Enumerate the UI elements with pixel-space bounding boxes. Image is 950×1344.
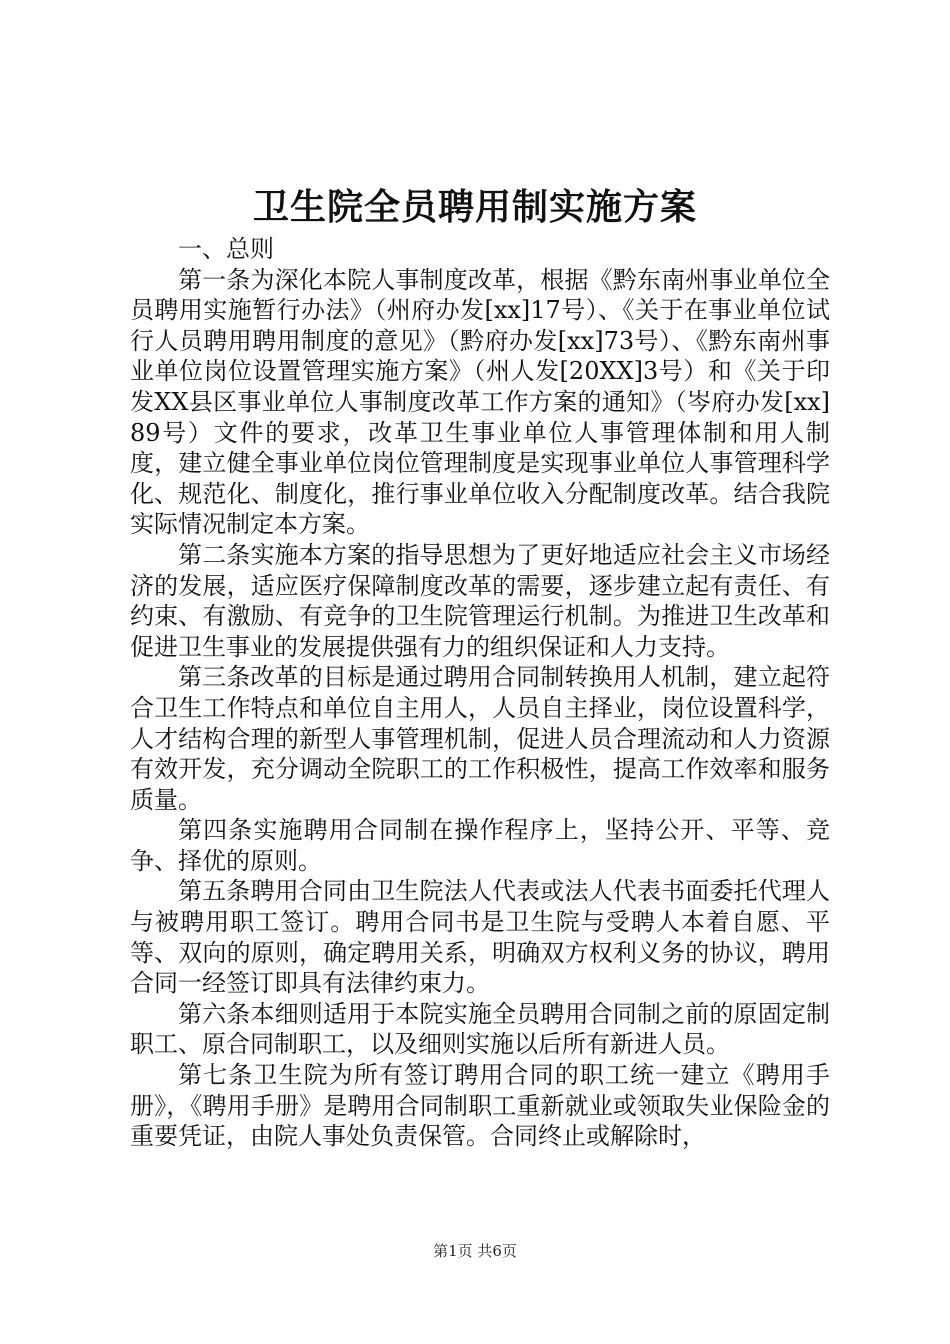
document-body — [130, 234, 830, 1152]
article-4-paragraph: 第四条实施聘用合同制在操作程序上，坚持公开、平等、竞争、择优的原则。 — [130, 816, 830, 875]
article-6-paragraph: 第六条本细则适用于本院实施全员聘用合同制之前的原固定制职工、原合同制职工，以及细则实施以后所有新进人员。 — [130, 999, 830, 1059]
article-3-paragraph: 第三条改革的目标是通过聘用合同制转换用人机制，建立起符合卫生工作特点和单位自主用人，人员自主择业，岗位设置科学，人才结构合理的新型人事管理机制，促进人员合理流动和人力资源有效开发，充分调动全院职工的工作积极性，提高工作效率和服务质量。 — [130, 663, 830, 814]
article-2-paragraph: 第二条实施本方案的指导思想为了更好地适应社会主义市场经济的发展，适应医疗保障制度改革的需要，逐步建立起有责任、有约束、有激励、有竞争的卫生院管理运行机制。为推进卫生改革和促进卫生事业的发展提供强有力的组织保证和人力支持。 — [130, 540, 830, 661]
article-5-paragraph: 第五条聘用合同由卫生院法人代表或法人代表书面委托代理人与被聘用职工签订。聘用合同书是卫生院与受聘人本着自愿、平等、双向的原则，确定聘用关系，明确双方权利义务的协议，聘用合同一经签订即具有法律约束力。 — [130, 877, 830, 998]
article-7-paragraph: 第七条卫生院为所有签订聘用合同的职工统一建立《聘用手册》，《聘用手册》是聘用合同制职工重新就业或领取失业保险金的重要凭证，由院人事处负责保管。合同终止或解除时， — [130, 1061, 830, 1151]
article-1-paragraph: 第一条为深化本院人事制度改革，根据《黔东南州事业单位全员聘用实施暂行办法》（州府办发[xx]17号）、《关于在事业单位试行人员聘用聘用制度的意见》（黔府办发[xx]73号）、《黔东南州事业单位岗位设置管理实施方案》（州人发[20XX]3号）和《关于印发XX县区事业单位人事制度改革工作方案的通知》（岑府办发[xx]89号）文件的要求，改革卫生事业单位人事管理体制和用人制度，建立健全事业单位岗位管理制度是实现事业单位人事管理科学化、规范化、制度化，推行事业单位收入分配制度改革。结合我院实际情况制定本方案。 — [130, 265, 830, 539]
document-title: 卫生院全员聘用制实施方案 — [252, 187, 697, 228]
section-heading: 一、总则 — [178, 235, 274, 263]
page-number-footer: 第1页 共6页 — [433, 1242, 517, 1260]
